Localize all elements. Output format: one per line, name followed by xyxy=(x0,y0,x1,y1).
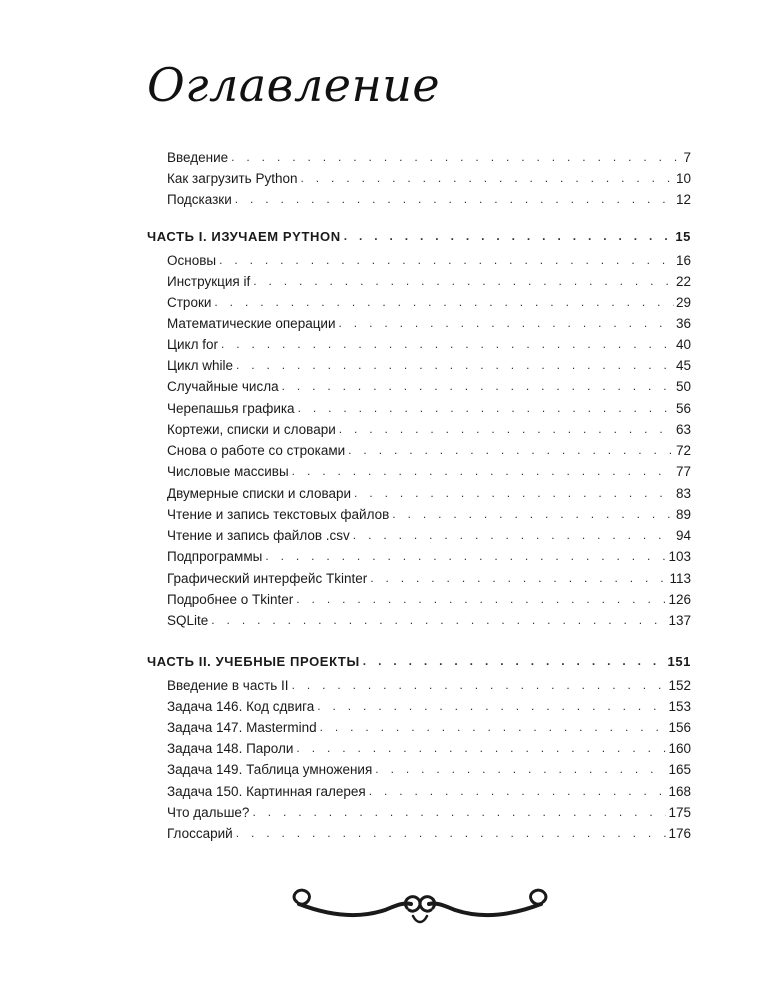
toc-entry-page: 77 xyxy=(675,463,691,479)
dot-leader xyxy=(292,679,667,692)
toc-entry[interactable] xyxy=(167,288,691,309)
toc-entry[interactable] xyxy=(167,351,691,372)
toc-entry-page: 113 xyxy=(669,570,691,586)
toc-entry[interactable] xyxy=(167,500,691,521)
toc-entry-page: 36 xyxy=(675,315,691,331)
toc-entry-page: 16 xyxy=(675,252,691,268)
toc-entry-label: Задача 146. Код сдвига xyxy=(167,698,315,714)
toc-part-page: 151 xyxy=(667,654,691,669)
dot-leader xyxy=(236,359,674,372)
toc-entry[interactable] xyxy=(167,734,691,755)
dot-leader xyxy=(231,151,681,164)
toc-entry-page: 56 xyxy=(675,400,691,416)
dot-leader xyxy=(301,172,674,185)
flourish-ornament-icon xyxy=(285,880,555,936)
toc-entry[interactable] xyxy=(167,185,691,206)
toc-entry-label: Графический интерфейс Tkinter xyxy=(167,570,368,586)
dot-leader xyxy=(344,230,674,243)
toc-entry[interactable] xyxy=(167,585,691,606)
toc-entry-page: 63 xyxy=(675,421,691,437)
toc-entry-label: Задача 149. Таблица умножения xyxy=(167,761,373,777)
toc-entry-label: Задача 148. Пароли xyxy=(167,740,294,756)
toc-entry[interactable] xyxy=(167,267,691,288)
toc-entry-page: 22 xyxy=(675,273,691,289)
toc-entry-page: 40 xyxy=(675,336,691,352)
toc-entry-page: 152 xyxy=(668,677,691,693)
toc-entry[interactable] xyxy=(167,671,691,692)
page-title: Оглавление xyxy=(147,58,441,112)
dot-leader xyxy=(296,742,666,755)
toc-entry-label: SQLite xyxy=(167,612,209,628)
toc-entry-page: 12 xyxy=(675,191,691,207)
toc-entry-page: 89 xyxy=(675,506,691,522)
dot-leader xyxy=(236,827,667,840)
toc-entry[interactable] xyxy=(167,164,691,185)
toc-entry[interactable] xyxy=(167,542,691,563)
toc-part-label: ЧАСТЬ II. УЧЕБНЫЕ ПРОЕКТЫ xyxy=(147,654,360,669)
toc-entry[interactable] xyxy=(167,330,691,351)
toc-entry-label: Подсказки xyxy=(167,191,232,207)
toc-entry[interactable] xyxy=(167,606,691,627)
dot-leader xyxy=(282,380,674,393)
dot-leader xyxy=(211,614,666,627)
dot-leader xyxy=(252,806,666,819)
toc-entry[interactable] xyxy=(167,457,691,478)
toc-entry-page: 72 xyxy=(675,442,691,458)
toc-entry[interactable] xyxy=(167,819,691,840)
dot-leader xyxy=(339,317,674,330)
toc-entry-label: Чтение и запись текстовых файлов xyxy=(167,506,390,522)
toc-entry-label: Цикл for xyxy=(167,336,218,352)
toc-entry-page: 153 xyxy=(668,698,691,714)
dot-leader xyxy=(317,700,666,713)
toc-entry[interactable] xyxy=(167,521,691,542)
toc-entry-label: Цикл while xyxy=(167,357,233,373)
toc-entry[interactable] xyxy=(167,436,691,457)
toc-entry-page: 7 xyxy=(683,149,691,165)
toc-entry-label: Задача 147. Mastermind xyxy=(167,719,317,735)
toc-entry-page: 160 xyxy=(668,740,691,756)
dot-leader xyxy=(375,763,666,776)
toc-entry[interactable] xyxy=(167,415,691,436)
toc-entry-page: 165 xyxy=(668,761,691,777)
toc-entry-label: Числовые массивы xyxy=(167,463,289,479)
toc-entry-label: Двумерные списки и словари xyxy=(167,485,352,501)
dot-leader xyxy=(363,655,666,668)
dot-leader xyxy=(219,254,674,267)
toc-entry-label: Как загрузить Python xyxy=(167,170,298,186)
toc-entry-label: Глоссарий xyxy=(167,825,233,841)
toc-entry-label: Математические операции xyxy=(167,315,336,331)
toc-entry-page: 29 xyxy=(675,294,691,310)
toc-entry-page: 126 xyxy=(668,591,691,607)
dot-leader xyxy=(392,508,674,521)
toc-entry-page: 94 xyxy=(675,527,691,543)
toc-entry[interactable] xyxy=(167,564,691,585)
toc-entry-label: Подпрограммы xyxy=(167,548,263,564)
toc-entry-page: 137 xyxy=(668,612,691,628)
dot-leader xyxy=(353,529,674,542)
toc-entry[interactable] xyxy=(167,372,691,393)
toc-entry[interactable] xyxy=(167,143,691,164)
toc-entry[interactable] xyxy=(167,798,691,819)
toc-entry[interactable] xyxy=(167,246,691,267)
toc-entry[interactable] xyxy=(167,713,691,734)
toc-entry-page: 103 xyxy=(668,548,691,564)
toc-entry-page: 83 xyxy=(675,485,691,501)
toc-entry-page: 156 xyxy=(668,719,691,735)
dot-leader xyxy=(348,444,674,457)
toc-entry-label: Подробнее о Tkinter xyxy=(167,591,294,607)
dot-leader xyxy=(221,338,674,351)
dot-leader xyxy=(354,487,674,500)
toc-entry-label: Введение xyxy=(167,149,229,165)
dot-leader xyxy=(214,296,674,309)
dot-leader xyxy=(339,423,674,436)
toc-entry-page: 176 xyxy=(668,825,691,841)
toc-entry-page: 45 xyxy=(675,357,691,373)
toc-entry[interactable] xyxy=(167,777,691,798)
toc-part-heading[interactable] xyxy=(147,647,691,668)
toc-entry-label: Строки xyxy=(167,294,212,310)
dot-leader xyxy=(292,465,674,478)
dot-leader xyxy=(369,785,667,798)
dot-leader xyxy=(370,572,667,585)
dot-leader xyxy=(265,550,666,563)
toc-entry-label: Введение в часть II xyxy=(167,677,289,693)
toc-entry-label: Кортежи, списки и словари xyxy=(167,421,336,437)
toc-entry[interactable] xyxy=(167,692,691,713)
toc-part-label: ЧАСТЬ I. ИЗУЧАЕМ PYTHON xyxy=(147,229,341,244)
toc-part-page: 15 xyxy=(675,229,691,244)
toc-entry-label: Случайные числа xyxy=(167,378,279,394)
toc-entry-page: 168 xyxy=(668,783,691,799)
toc-entry-label: Инструкция if xyxy=(167,273,251,289)
toc-entry-label: Снова о работе со строками xyxy=(167,442,346,458)
dot-leader xyxy=(235,193,674,206)
toc-entry[interactable] xyxy=(167,309,691,330)
toc-entry[interactable] xyxy=(167,755,691,776)
toc-entry-page: 50 xyxy=(675,378,691,394)
dot-leader xyxy=(296,593,666,606)
toc-entry[interactable] xyxy=(167,394,691,415)
toc-entry[interactable] xyxy=(167,479,691,500)
toc-part-heading[interactable] xyxy=(147,222,691,243)
toc-entry-label: Что дальше? xyxy=(167,804,250,820)
toc-entry-label: Основы xyxy=(167,252,217,268)
toc-entry-label: Задача 150. Картинная галерея xyxy=(167,783,366,799)
toc-entry-label: Чтение и запись файлов .csv xyxy=(167,527,350,543)
dot-leader xyxy=(320,721,667,734)
toc-entry-page: 10 xyxy=(675,170,691,186)
toc-entry-page: 175 xyxy=(668,804,691,820)
toc-entry-label: Черепашья графика xyxy=(167,400,295,416)
dot-leader xyxy=(298,402,674,415)
dot-leader xyxy=(253,275,674,288)
